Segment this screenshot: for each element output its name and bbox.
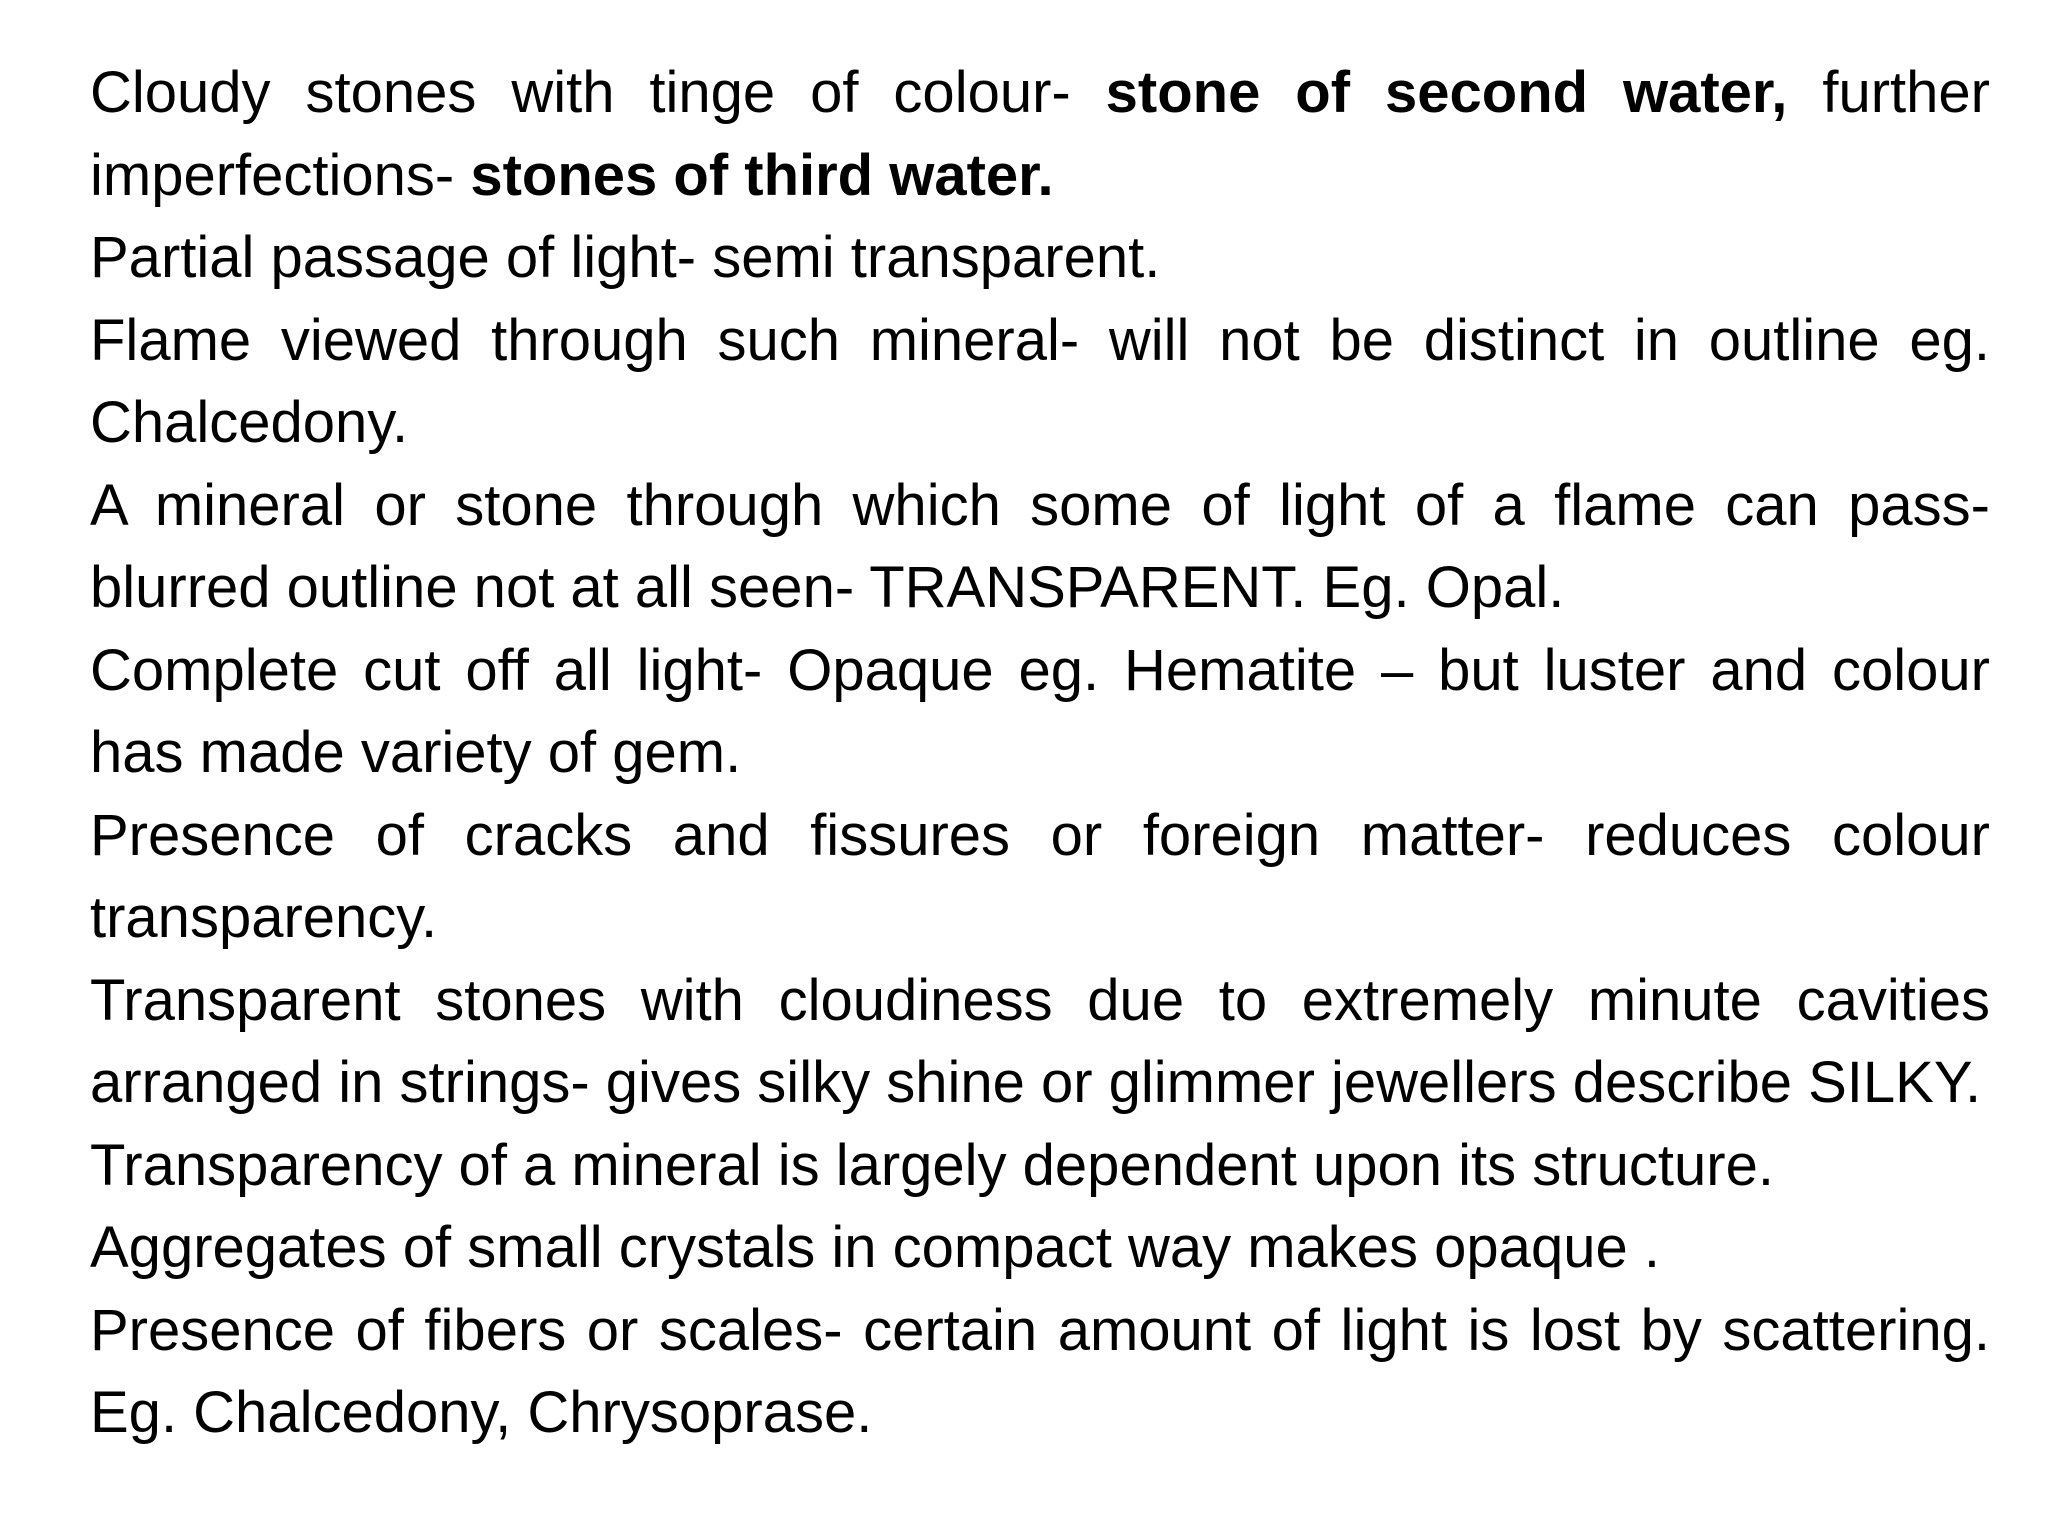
paragraph-aggregates: Aggregates of small crystals in compact way makes opaque . [90,1215,1660,1280]
bold-term-second-water: stone of second water, [1105,60,1788,125]
paragraph-opaque: Complete cut off all light- Opaque eg. Hematite – but luster and colour has made variety of gem. [90,637,1990,785]
paragraph-structure: Transparency of a mineral is largely dependent upon its structure. [90,1132,1774,1198]
paragraph-silky: Transparent stones with cloudiness due to extremely minute cavities arranged in strings- gives silky shine or glimmer jewellers describe SILKY. [90,967,1990,1115]
paragraph-flame-outline: Flame viewed through such mineral- will not be distinct in outline eg. Chalcedony. [90,307,1990,455]
paragraph-cracks-fissures: Presence of cracks and fissures or foreign matter- reduces colour transparency. [90,802,1990,950]
paragraph-fibers-scales: Presence of fibers or scales- certain amount of light is lost by scattering. Eg. Chalcedony, Chrysoprase. [90,1297,1990,1445]
paragraph-semi-transparent: Partial passage of light- semi transparent. [90,225,1161,290]
paragraph-water-grades [90,52,1990,217]
document-page [90,52,1990,1455]
bold-term-third-water: stones of third water. [470,142,1054,208]
paragraph-text: Cloudy stones with tinge of colour- [90,60,1106,125]
paragraph-text: further imperfections- [90,60,1990,208]
paragraph-transparent: A mineral or stone through which some of light of a flame can pass- blurred outline not at all seen- TRANSPARENT. Eg. Opal. [90,472,1990,620]
